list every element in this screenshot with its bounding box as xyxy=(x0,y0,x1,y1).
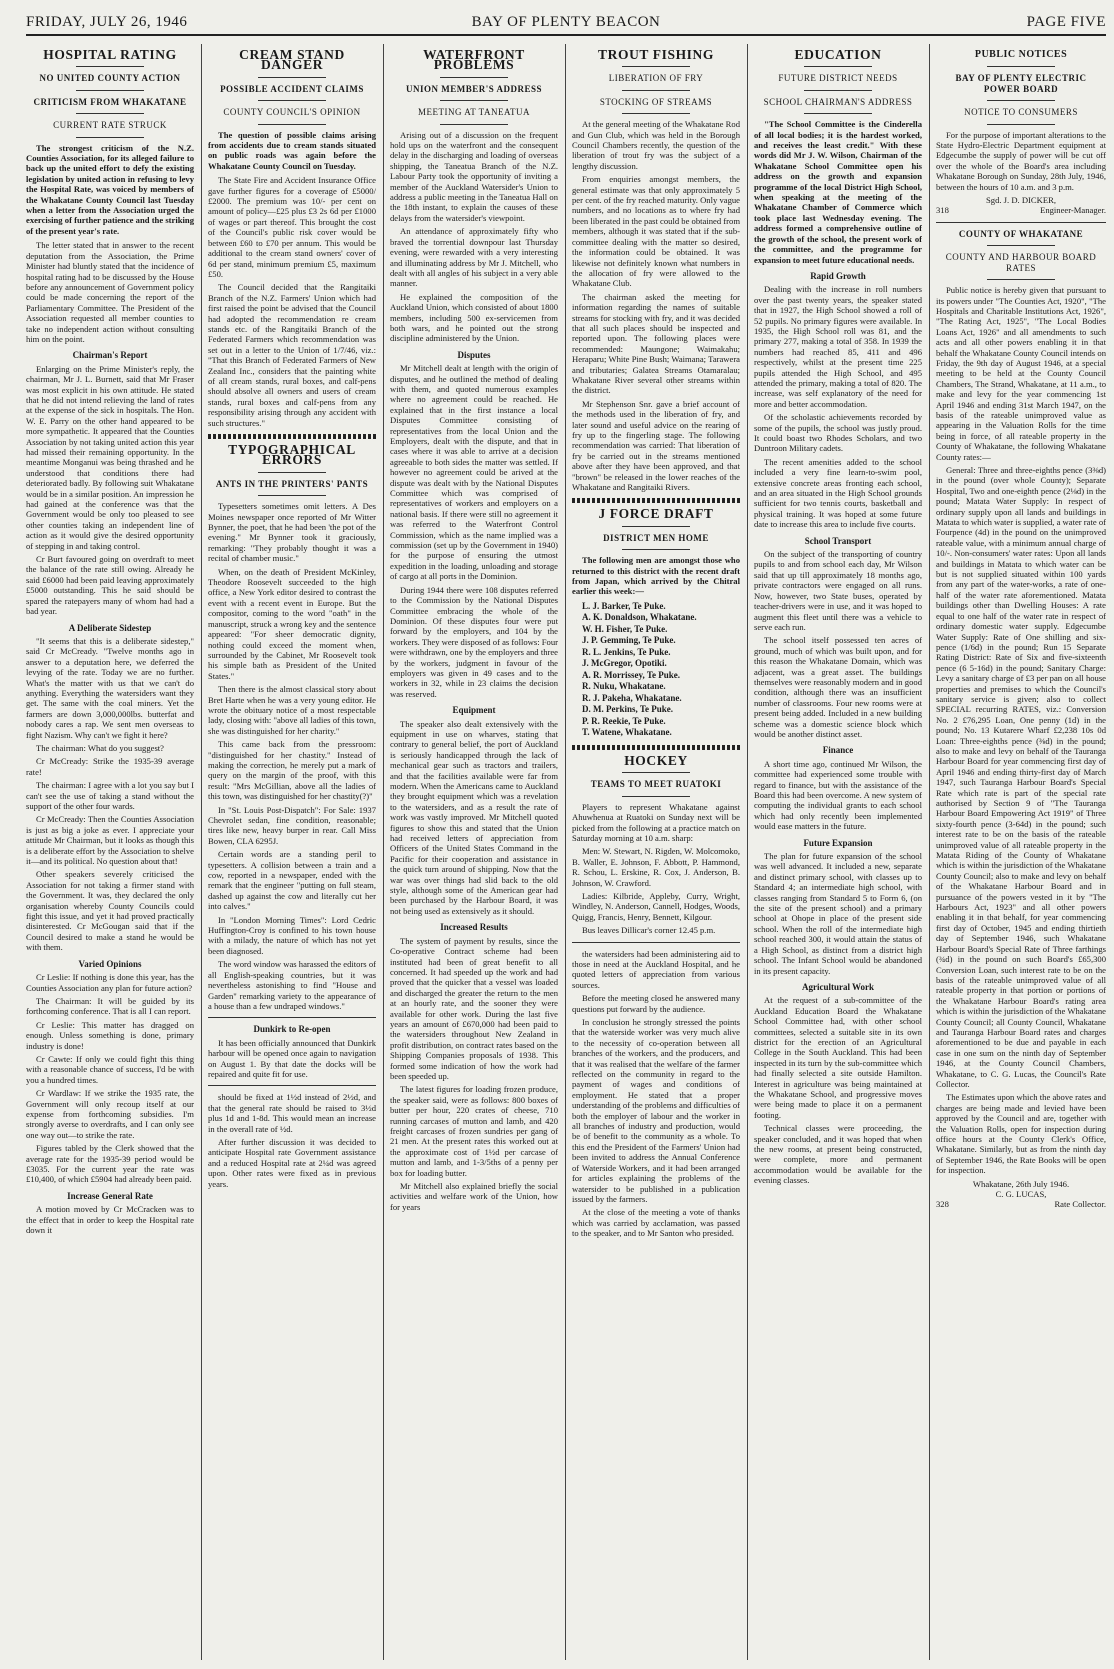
page-number: PAGE FIVE xyxy=(1026,14,1106,30)
column-rule xyxy=(929,44,930,1660)
returned-men-list xyxy=(582,601,740,739)
section-heading: Varied Opinions xyxy=(78,958,142,969)
list-item: J. P. Gemming, Te Puke. xyxy=(582,635,676,646)
headline: J FORCE DRAFT xyxy=(598,506,714,522)
paragraph: The letter stated that in answer to the recent deputation from the Association, the Prime Minister had bluntly stated that the incidence of hospital rating had to be discussed by the House before any announcement of Government policy could be made concerning the report of the Parliamentary Committee. The President of the Association requested all member counties to take no independent action without consulting him on the point. xyxy=(26,240,194,344)
signature: C. G. LUCAS, xyxy=(995,1189,1047,1200)
paragraph: After further discussion it was decided to anticipate Hospital rate Government assistance and a reduced Hospital rate at 2¼d was agreed upon. Other rates were fixed as in previous years. xyxy=(208,1136,376,1189)
subheadline: FUTURE DISTRICT NEEDS xyxy=(778,73,898,84)
paragraph: Technical classes were proceeding, the speaker concluded, and it was hoped that when the new rooms, at present being constructed, were complete, more and permanent accommodation would be available for the evening classes. xyxy=(754,1123,922,1186)
paragraph: Cr Cawte: If only we could fight this thing with a reasonable chance of success, I'd be with you a hundred times. xyxy=(26,1053,194,1085)
subheadline: COUNTY AND HARBOUR BOARD RATES xyxy=(945,252,1097,273)
paragraph: In "London Morning Times": Lord Cedric Huffington-Croy is confined to his town house with a milady, the nature of which has not yet been diagnosed. xyxy=(208,914,376,956)
column-hospital-rating xyxy=(26,44,194,1660)
paragraph: The word window was harassed the editors of all English-speaking countries, but it was nevertheless astonishing to find "House and Garden" remarking variety to the appearance of a house than a few undraped windows." xyxy=(208,959,376,1011)
paragraph: Enlarging on the Prime Minister's reply, the chairman, Mr J. L. Burnett, said that Mr Fraser was most explicit in his own attitude. He stated that he did not intend relieving the land of rates at the expense of the sick in hospitals. The Hon. W. E. Parry on the other hand appeared to be more sympathetic. It appeared that the Counties Association by not taking united action this year had missed their remaining opportunity. In the meantime Monganui was being thrashed and he understood that conditions there had deteriorated badly. By following suit Whakatane would be in a similar position. An impression he had gained at the conference was that the Government would be only too pleased to see other counties taking an independent line of action as it would give the desired opportunity of stepping in and taking control. xyxy=(26,363,194,551)
paragraph: Then there is the almost classical story about Bret Harte when he was a very young editor. He wrote the obituary notice of a most respectable lady, closing with: "above all ladies of this town, she was distinguished for her charity." xyxy=(208,684,376,736)
list-item: A. K. Donaldson, Whakatane. xyxy=(582,612,697,623)
paragraph: The chairman asked the meeting for information regarding the names of suitable streams for stocking with fry, and it was decided that all such places should be inspected and reported upon. The following places were recommended: Maungone; Waimakahu; Heraparu; White Pine Bush; Waimana; Tarawera and tributaries; Galatea Streams Otamaralau; Whakatane River several other streams within the district. xyxy=(572,291,740,396)
section-heading: Rapid Growth xyxy=(810,270,866,281)
headline: WATERFRONT PROBLEMS xyxy=(423,47,525,73)
paragraph: At the request of a sub-committee of the Auckland Education Board the Whakatane School Committee had, with other school committees, selected a suitable site in its own district for the erection of an Agricultural College in the South Auckland. This had been inspected in its turn by the sub-committee which had finally selected a site outside Hamilton. Interest in agriculture was being maintained at the Whakatane School, and progressive moves were being made to place it on a permanent footing. xyxy=(754,995,922,1120)
subheadline: UNION MEMBER'S ADDRESS xyxy=(405,83,543,94)
masthead xyxy=(26,12,1106,36)
paragraph: Bus leaves Dillicar's corner 12.45 p.m. xyxy=(582,925,716,936)
paragraph: General: Three and three-eighths pence (3⅜d) in the pound (over whole County); Separate Hospital, Two and one-eighth pence (2⅛d) in the pound; Matata Water Supply: In respect of ordinary supply upon all lands and buildings in Matata to which water is supplied, a water rate of Fourpence (4d) in the pound on the unimproved rateable value, with a minimum annual charge of 10/-. Non-consumers' water rates: Upon all lands and buildings in Matata to which water can be but is not supplied situated within 100 yards from any part of the water-works, a rate of one-half of the water rate aforementioned. Matata buildings other than Dwelling Houses: A rate equal to one half of the water rate in respect of ordinary domestic water supply. Edgecumbe Water Supply: Rate of One shilling and six-pence (1/6d) in the pound; Run 15 Separate Rating District: Rate of Six and five-sixteenth pence (6 5-16d) in the pound; Sanitary Charge: Levy a sanitary charge of £3 per pan on all house properties and premises to which the Council's sanitary service is given; also to collect SPECIAL recurring RATES, viz.: Conversion No. 2 £76,295 Loan, One penny (1d) in the pound; No. 13 Kutarere Wharf £2,238 10s 0d Loan: Three-eighths pence (⅜d) in the pound; also to make and levy on behalf of the Tauranga Harbour Board for year commencing first day of April 1946 and ending thirty-first day of March 1947, such Tauranga Harbour Board's Special Rate which rate is part of the special rate authorised by Section 9 of "The Tauranga Harbour Board Empowering Act 1919" of Three sixty-fourth pence (3-64d) in the pound; such interest rate to be on the basis of the rateable unimproved value of all rateable property in the Matata Riding of the County of Whakatane which is within the jurisdiction of the Whakatane County Council; also to make and levy on behalf of the Whakatane Harbour Board and in pursuance of the powers vested in it by "The Harbours Act, 1923" and all other powers enabling it in that behalf, for year commencing first day of October, 1945 and ending thirtieth day of September 1946, such Whakatane Harbour Board's Special Rate of Three farthings (¾d) in the pound on such Board's £65,300 Conversion Loan, such interest rate to be on the basis of the rateable unimproved value of all rateable property in that portion or portions of the Whakatane Harbour Board's rating area which is within the jurisdiction of the Whakatane County Council; all County Council, Whakatane and Tauranga Harbour Board rates and charges aforementioned to be due and payable in each case in one sum on the ninth day of September 1946, at the County Council Chambers, Whakatane, to C. G. Lucas, the Council's Rate Collector. xyxy=(936,465,1106,1089)
subheadline: NO UNITED COUNTY ACTION xyxy=(39,73,181,84)
notice-number: 318 xyxy=(936,205,949,216)
paragraph: A motion moved by Cr McCracken was to the effect that in order to keep the Hospital rate down it xyxy=(26,1204,194,1236)
signature-role: Engineer-Manager. xyxy=(1040,205,1106,216)
notice-number: 328 xyxy=(936,1199,949,1210)
paragraph: Men: W. Stewart, N. Rigden, W. Molcomoko, B. Waller, E. Johnson, F. Abbott, P. Hammond, R. Schou, L. Erskine, R. Cox, J. Anderson, B. Johnson, W. Crawford. xyxy=(572,846,740,888)
paragraph: Other speakers severely criticised the Association for not taking a firmer stand with the Government. It was, they declared the only organisation whereby County Councils could fight this issue, and yet it had proved practically disinterested. Cr McGougan said that if the Council desired to make a stand he would be with them. xyxy=(26,869,194,953)
paragraph: Players to represent Whakatane against Ahuwhenua at Ruatoki on Sunday next will be picked from the following at a practice match on Saturday morning at 10 a.m. sharp: xyxy=(572,801,740,843)
paragraph: The system of payment by results, since the Co-operative Contract scheme had been instituted had been of great benefit to all concerned. It had speeded up the work and had proved that the quicker that a vessel was loaded and discharged the greater the return to the men at an hourly rate, and the sooner they were available for other work. During the last five years an amount of £670,000 had been paid to the watersiders throughout New Zealand in profit distribution, on contract rates based on the Shipping Companies proposals of 1938. This formed some indication of how the work had been speeded up. xyxy=(390,935,558,1081)
section-heading: Disputes xyxy=(457,349,491,360)
paragraph: Cr McCready: Strike the 1935-39 average rate! xyxy=(26,756,194,777)
headline: HOCKEY xyxy=(624,752,688,768)
paragraph: The speaker also dealt extensively with the equipment in use on wharves, stating that contrary to general belief, the port of Auckland is seriously handicapped through the lack of mechanical gear such as tractors and trailers, and that the facilities available were far from modern. When the Americans came to Auckland they brought equipment which was a revelation to the watersiders, and as a result the rate of work was vastly improved. Mr Mitchell quoted figures to show this and stated that the Union had received letters of appreciation from Officers of the United States Command in the Pacific for their cooperation and assistance in the quick turn around of shipping. Now that the war was over things had slid back to the old style, although some of the American gear had been purchased by the Harbour Board, it was not being used as extensively as it should. xyxy=(390,718,558,916)
list-item: P. R. Reekie, Te Puke. xyxy=(582,715,666,726)
paragraph: "It seems that this is a deliberate sidestep," said Cr McCready. "Twelve months ago in answer to a deputation here, we deferred the levying of the rate. Today we are no further. What's the matter with us that we can't do anything. Everything the watersiders want they get. The same with the coal miners. Yet the farmers are down 3,000,000lbs. butterfat and nobody cares a rap. We sent men overseas to fight Nazism. Why can't we fight it here? xyxy=(26,635,194,740)
subheadline: LIBERATION OF FRY xyxy=(608,73,704,84)
newspaper-page xyxy=(26,12,1106,1664)
issue-date: FRIDAY, JULY 26, 1946 xyxy=(26,14,188,30)
section-heading: Dunkirk to Re-open xyxy=(253,1024,331,1035)
paragraph: The chairman: What do you suggest? xyxy=(36,742,164,753)
paragraph: Mr Mitchell dealt at length with the origin of disputes, and he outlined the method of dealing with them, and quoted numerous examples where no agreement could be reached. He explained that in the first instance a local Disputes Committee consisting of representatives from the local Union and the Employers, dealt with the dispute, and that in cases where it was able to arrive at a decision agreeable to both sides the matter was settled. If however no agreement could be arived at the dispute was dealt with by the National Disputes Committee which was comprised of representatives of workers and employers on a national basis. If there were still no agreement it was referred to the Waterfront Control Commission, which as the name implied was a commission (set up by the Government in 1940) for the purpose of ensuring the utmost expedition in the loading, unloading and storage of cargo at all ports in the Dominion. xyxy=(390,363,558,582)
section-heading: Future Expansion xyxy=(803,837,873,848)
subheadline: STOCKING OF STREAMS xyxy=(599,96,713,107)
column-rule xyxy=(201,44,202,1660)
paragraph: Cr Burt favoured going on overdraft to meet the balance of the rate still owing. Already he said £6000 had been paid leaving approximately £5000 outstanding. This he said should be spared the ratepayers many of whom had had a bad year. xyxy=(26,554,194,617)
list-item: J. McGregor, Opotiki. xyxy=(582,658,667,669)
column-rule xyxy=(565,44,566,1660)
subheadline: CRITICISM FROM WHAKATANE xyxy=(33,96,187,107)
paragraph: Public notice is hereby given that pursuant to its powers under "The Counties Act, 1920", "The Hospitals and Charitable Institutions Act, 1926", "The Rating Act, 1925", "The Local Bodies Loans Act, 1926" and all amendments to such acts and all other powers enabling it in that behalf the Whakatane County Council intends on Friday, the 9th day of August 1946, at a special meeting to be held at the County Council Chambers, The Strand, Whakatane, at 11 a.m., to make and levy for the year commencing 1st April 1946 and ending 31st March 1947, on the basis of the rateable unimproved value as appearing in the Valuation Rolls for the time being in force, of all rateable property in the County of Whakatane, the following Whakatane County rates:— xyxy=(936,285,1106,462)
newspaper-title: BAY OF PLENTY BEACON xyxy=(471,14,661,30)
headline: EDUCATION xyxy=(794,47,882,62)
subheadline: MEETING AT TANEATUA xyxy=(418,107,530,118)
list-item: T. Watene, Whakatane. xyxy=(582,727,672,738)
paragraph: For the purpose of important alterations to the State Hydro-Electric Department equipment at Edgecumbe the supply of power will be cut off over the whole of the Board's area including Whakatane Borough on Sunday, 28th July, 1946, between the hours of 10 a.m. and 3 p.m. xyxy=(936,129,1106,192)
paragraph: The Chairman: It will be guided by its forthcoming conference. That is all I can report. xyxy=(26,995,194,1017)
column-cream-stand xyxy=(208,44,376,1660)
paragraph: A short time ago, continued Mr Wilson, the committee had experienced some trouble with regard to finance, but with the assistance of the Board this had been overcome. A new system of computing the individual grants to each school which had only recently been implemented would ease matters in the future. xyxy=(754,758,922,832)
column-rule xyxy=(747,44,748,1660)
paragraph: Typesetters sometimes omit letters. A Des Moines newspaper once reported of Mr Witter Bynner, the poet, that he had been 'the pot of the evening." Mr Bynner took it graciously, remarking: "They probably thought it was a recital of chamber music." xyxy=(208,501,376,564)
list-item: A. R. Morrissey, Te Puke. xyxy=(582,669,680,680)
paragraph: During 1944 there were 108 disputes referred to the Commission by the National Disputes Committee embracing the whole of the Dominion. Of these disputes four were put forward by the employers, and 104 by the workers. They were disposed of as follows: Four were withdrawn, one by the employers and three by the workers, judgment in favour of the employers was given in 49 cases and to the workers in 32, while in 23 claims the decision was reserved. xyxy=(390,584,558,699)
paragraph: Cr Wardlaw: If we strike the 1935 rate, the Government will only recoup itself at our expense from forthcoming subsidies. I'm strongly averse to overdrafts, and I can only see one way out—to strike the rate. xyxy=(26,1088,194,1140)
headline: PUBLIC NOTICES xyxy=(974,49,1068,60)
lead-paragraph: The question of possible claims arising from accidents due to cream stands situated on public roads was again before the Whakatane County Council on Tuesday. xyxy=(208,129,376,171)
paragraph: The Council decided that the Rangitaiki Branch of the N.Z. Farmers' Union which had first raised the point be advised that the Council had adopted the recommendation re cream stands etc. of the Rangitaiki Branch of the Federated Farmers which recommendation was set out in a letter to the Union of 1/7/46, viz.: "That this Branch of Federated Farmers of New Zealand Inc., considers that the painting white of all cream stands, rural boxes, and calf-pens should absolve all owners and users of cream stands, rural boxes and calf-pens from any responsibility arising through any accident with such structures." xyxy=(208,282,376,428)
signature-role: Rate Collector. xyxy=(1054,1199,1106,1210)
paragraph: Mr Mitchell also explained briefly the social activities and welfare work of the Union, how for years xyxy=(390,1181,558,1212)
list-item: R. L. Jenkins, Te Puke. xyxy=(582,646,671,657)
paragraph: Mr Stephenson Snr. gave a brief account of the methods used in the liberation of fry, and later sound and useful advice on the rearing of fry up to the fingerling stage. The following recommendation was carried: That liberation of fry be carried out in the streams mentioned above after they have been approved, and that "brown" be released in the lower reaches of the Whakatane and Rangitaiki Rivers. xyxy=(572,398,740,493)
headline: TYPOGRAPHICAL ERRORS xyxy=(228,442,356,468)
section-heading: A Deliberate Sidestep xyxy=(68,622,152,633)
date-line: Whakatane, 26th July 1946. xyxy=(972,1178,1070,1189)
paragraph: The recent amenities added to the school included a very fine learn-to-swim pool, extensive concrete areas fronting each school, and an area situated in the High School grounds sufficient for two tennis courts, basketball and physical training. It was hoped at some future date to increase this area to include five courts. xyxy=(754,456,922,530)
paragraph: Before the meeting closed he answered many questions put forward by the audience. xyxy=(572,993,740,1014)
headline: COUNTY OF WHAKATANE xyxy=(958,228,1084,239)
lead-paragraph: The strongest criticism of the N.Z. Counties Association, for its alleged failure to back up the united effort to defy the existing legislation by united action in refusing to levy the Hospital Rate, was voiced by members of the Whakatane County Council last Tuesday when a letter from the Association urged the exercising of further patience and the striking of the present year's rate. xyxy=(26,142,194,236)
section-heading: Increase General Rate xyxy=(67,1190,153,1201)
column-education xyxy=(754,44,922,1660)
section-heading: Agricultural Work xyxy=(801,981,875,992)
paragraph: the watersiders had been administering aid to those in need at the Auckland Hospital, and he quoted letters of appreciation from various sources. xyxy=(572,948,740,990)
column-rule xyxy=(383,44,384,1660)
lead-paragraph: "The School Committee is the Cinderella of all local bodies; it is the hardest worked, and receives the least credit." With these words did Mr J. W. Wilson, Chairman of the Whakatane School Committee open his address on the growth and expansion programme of the local District High School, when speaking at the meeting of the Whakatane Chamber of Commerce which took place last Wednesday evening. The address formed a comprehensive outline of the growth of the school, the present work of the committee, and the programme for expansion to meet future educational needs. xyxy=(754,119,922,265)
list-item: L. J. Barker, Te Puke. xyxy=(582,600,666,611)
paragraph: At the close of the meeting a vote of thanks which was carried by acclamation, was passed to the speaker, and to Mr Santon who presided. xyxy=(572,1207,740,1239)
list-item: D. M. Perkins, Te Puke. xyxy=(582,704,674,715)
paragraph: In conclusion he strongly stressed the points that the waterside worker was very much alive to the necessity of co-operation between all branches of the workers, and the producers, and that it was realised that the welfare of the farmer reflected on the community in regard to the payment of wages and conditions of employment. He stated that a proper understanding of the problems and difficulties of both the employer of labour and the worker in all branches of industry and production, would be of benefit to the community as a whole. To this end the President of the Farmers' Union had been invited to address the Annual Conference of Waterside Workers, and it had been arranged for articles explaining the problems of the watersider to be published in a publication issued by the farmers. xyxy=(572,1017,740,1204)
paragraph: The State Fire and Accident Insurance Office gave further figures for a coverage of £5000/£2000. The premium was 10/- per cent on amount of policy—£25 plus £3 2s 6d per £1000 of wages or part thereof. This brought the cost of the Council's public risk cover would be between £60 to £70 per annum. This would be additional to the cream stand owners' cover of 6d per stand, minimum premium £5, maximum £50. xyxy=(208,175,376,279)
headline: CREAM STAND DANGER xyxy=(239,47,345,73)
paragraph: Ladies: Kilbride, Appleby, Curry, Wright, Windley, N. Anderson, Cannell, Hodges, Woods, Quigg, Francis, Henry, Bennett, Kilgour. xyxy=(572,890,740,922)
column-trout-fishing xyxy=(572,44,740,1660)
paragraph: Dealing with the increase in roll numbers over the past twenty years, the speaker stated that in 1927, the High School showed a roll of 52 pupils. No primary figures were available. In 1935, the High School roll was 81, and the primary 277, making a total of 358. In 1939 the numbers had reached 85, 411 and 496 respectively, whilst at the present time 225 pupils attended the High School, and 495 attended the primary, making a total of 820. The increase, was self explanatory of the need for more and better accommodation. xyxy=(754,284,922,409)
subheadline: POSSIBLE ACCIDENT CLAIMS xyxy=(220,83,364,94)
signature: Sgd. J. D. DICKER, xyxy=(986,195,1056,206)
headline: TROUT FISHING xyxy=(598,47,714,62)
subheadline: TEAMS TO MEET RUATOKI xyxy=(590,779,722,790)
paragraph: He explained the composition of the Auckland Union, which consisted of about 1800 members, including 500 ex-servicemen from both wars, and he pointed out the strong discipline administered by the Union. xyxy=(390,291,558,344)
section-heading: Equipment xyxy=(452,705,496,716)
paragraph: The plan for future expansion of the school was well advanced. It included a new, separate and distinct primary school, with classes up to Standard 4; an intermediate high school, with classes ranging from Standard 5 to Form 6, (on the site of the present school) and a primary school at Ohope in place of the present side school. When the roll of the intermediate high school reached 300, it would attain the status of a High School, as distinct from a district high school. The Infant School would be abandoned in its present capacity. xyxy=(754,851,922,976)
headline: HOSPITAL RATING xyxy=(43,47,177,62)
divider xyxy=(572,745,740,750)
paragraph: An attendance of approximately fifty who braved the torrential downpour last Thursday evening, were rewarded with a very interesting and illuminating address by Mr J. Mitchell, who dealt with all angles of his subject in a very able manner. xyxy=(390,226,558,289)
divider xyxy=(572,498,740,503)
paragraph: From enquiries amongst members, the general estimate was that only approximately 5 per cent. of the fry reached maturity. Only vague numbers, and no locations as to where fry had been liberated in the past could be obtained from members, although it was stated that if the sub-committee dealing with the matter so desired, the information could be obtained. It was likewise not definitely known what numbers in the allocation of fry were allowed to the Whakatane Club. xyxy=(572,174,740,289)
subheadline: BAY OF PLENTY ELECTRIC POWER BOARD xyxy=(955,73,1087,94)
paragraph: The school itself possessed ten acres of ground, much of which was built upon, and for this reason the Whakatane Domain, which was adjacent, was a great asset. The buildings themselves were reasonably modern and in good condition, although there was an insufficient number of classrooms. Four new rooms were at present being added. Included in a new building scheme was a domestic science block which would be another distinct asset. xyxy=(754,635,922,739)
paragraph: The chairman: I agree with a lot you say but I can't see the use of taking a stand without the support of the other four wards. xyxy=(26,780,194,811)
paragraph: This came back from the pressroom: "distinguished for her chastity." Instead of making the correction, he merely put a mark of query on the margin of the proof, with this result: "Mrs McGillian, above all the ladies of this town, was distinguished for her chastity(?)" xyxy=(208,739,376,802)
paragraph: In "St. Louis Post-Dispatch": For Sale: 1937 Chevrolet sedan, fine condition, reasonable; tires like new, heavy burper in rear. Call Miss Bowen, CLA 6295J. xyxy=(208,804,376,846)
signature-line xyxy=(936,205,1106,215)
paragraph: The Estimates upon which the above rates and charges are being made and levied have been approved by the Council and are, together with the Valuation Rolls, open for inspection during office hours at the County Clerk's Office, Whakatane. Similarly, but as from the ninth day of September 1946, the Rate Books will be open for inspection. xyxy=(936,1092,1106,1176)
paragraph: Cr McCready: Then the Counties Association is just as big a joke as ever. I appreciate your attitude Mr Chairman, but it looks as though this is a deliberate effort by the Association to shelve it—and its political. No question about that! xyxy=(26,814,194,867)
paragraph: Figures tabled by the Clerk showed that the average rate for the 1935-39 period would be £3035. For the current year the rate was £10,400, of which £5904 had already been paid. xyxy=(26,1143,194,1185)
paragraph: Arising out of a discussion on the frequent hold ups on the waterfront and the consequent delay in the discharging and loading of overseas shipping, the Taneatua Branch of the N.Z. Labour Party took the opportunity of inviting a member of the Auckland Watersider's Union to address a public meeting in the Taneatua Hall on the 18th instant, to explain the causes of these delays from the watersider's viewpoint. xyxy=(390,129,558,223)
section-heading: Finance xyxy=(822,745,854,756)
section-heading: Chairman's Report xyxy=(72,350,148,361)
signature-line xyxy=(936,1199,1106,1209)
paragraph: On the subject of the transporting of country pupils to and from school each day, Mr Wilson said that up till approximately 18 months ago, private contractors were engaged on all runs. Now, however, two State buses, operated by teacher-drivers were in use, and it was hoped to augment this fleet until there was a vehicle to serve each run. xyxy=(754,549,922,632)
subheadline: NOTICE TO CONSUMERS xyxy=(964,107,1078,118)
column-waterfront xyxy=(390,44,558,1660)
paragraph: At the general meeting of the Whakatane Rod and Gun Club, which was held in the Borough Council Chambers recently, the question of the liberation of trout fry was the subject of a lengthy discussion. xyxy=(572,119,740,171)
subheadline: ANTS IN THE PRINTERS' PANTS xyxy=(215,478,369,489)
section-heading: Increased Results xyxy=(440,922,508,933)
column-public-notices xyxy=(936,44,1106,1660)
paragraph: It has been officially announced that Dunkirk harbour will be opened once again to navigation on August 1. By that date the docks will be repaired and quite fit for use. xyxy=(208,1037,376,1079)
divider xyxy=(208,434,376,439)
paragraph: Cr Leslie: If nothing is done this year, has the Counties Association any plan for future action? xyxy=(26,972,194,993)
paragraph: Of the scholastic achievements recorded by some of the pupils, the school was justly proud. It could boast two Rhodes Scholars, and two Duntroon Military cadets. xyxy=(754,412,922,454)
subheadline: CURRENT RATE STRUCK xyxy=(53,120,167,131)
paragraph: When, on the death of President McKinley, Theodore Roosevelt succeeded to the high office, a New York editor desired to contrast the event with a recent event in Europe. But the compositor, coming to the word "oath" in the manuscript, struck a wrong key and the sentence appeared: "For sheer democratic dignity, nothing could exceed the moment when, surrounded by the Cabinet, Mr Roosevelt took his simple bath as President of the United States." xyxy=(208,566,376,681)
paragraph: The latest figures for loading frozen produce, the speaker said, were as follows: 800 boxes of butter per hour, 220 crates of cheese, 710 running carcases of mutton and lamb, and 420 freight carcases of frozen sundries per gang of 21 men. At the present rates this worked out at the approximate cost of 1½d per carcase of mutton and lamb, and 1-3/5ths of a penny per box for loading butter. xyxy=(390,1084,558,1178)
paragraph: Cr Leslie: This matter has dragged on enough. Unless something is done, primary industry is done! xyxy=(26,1019,194,1051)
subheadline: COUNTY COUNCIL'S OPINION xyxy=(223,107,361,118)
lead-paragraph: The following men are amongst those who returned to this district with the recent draft from Japan, which arrived by the Chitral earlier this week:— xyxy=(572,555,740,597)
list-item: R. Nuku, Whakatane. xyxy=(582,681,666,692)
section-heading: School Transport xyxy=(804,535,872,546)
list-item: R. J. Pakeha, Whakatane. xyxy=(582,692,682,703)
paragraph: Certain words are a standing peril to typesetters. A collision between a train and a cow, reported in a newspaper, ended with the remark that the engineer "putting on full steam, dashed up against the cow and literally cut her into calves." xyxy=(208,849,376,912)
subheadline: SCHOOL CHAIRMAN'S ADDRESS xyxy=(763,96,913,107)
paragraph: should be fixed at 1½d instead of 2½d, and that the general rate should be raised to 3½d plus 1d and 1-8d. This would mean an increase in the overall rate of ½d. xyxy=(208,1092,376,1134)
subheadline: DISTRICT MEN HOME xyxy=(603,532,709,543)
list-item: W. H. Fisher, Te Puke. xyxy=(582,623,668,634)
